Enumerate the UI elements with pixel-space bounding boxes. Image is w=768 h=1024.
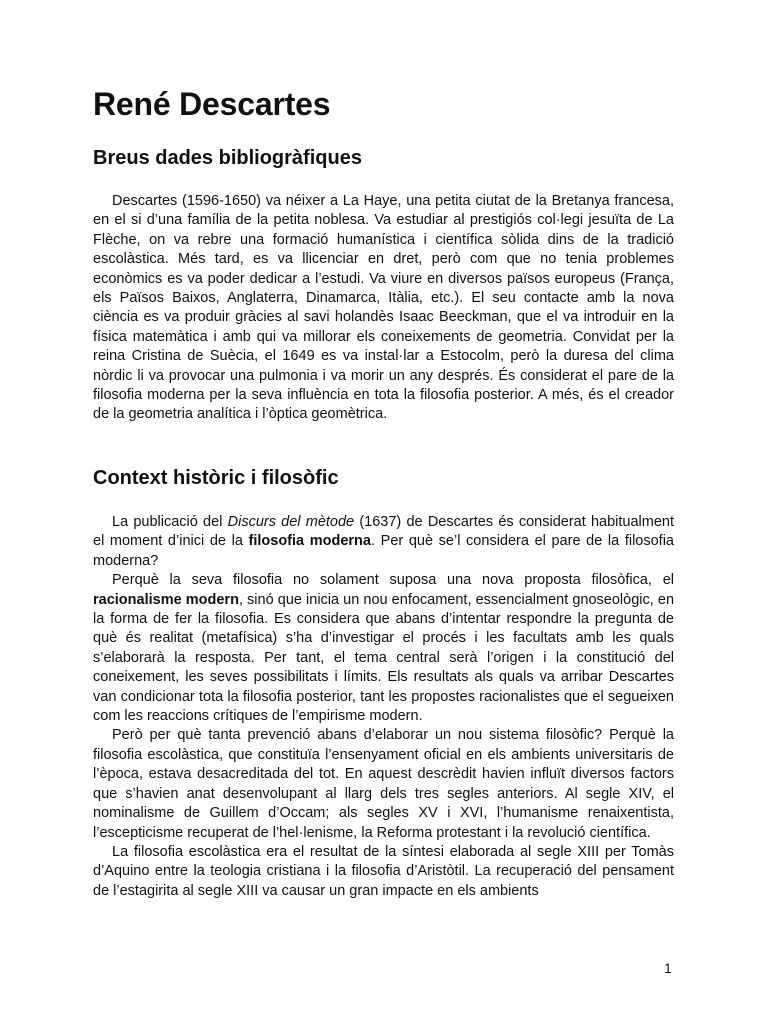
context-paragraph-4: La filosofia escolàstica era el resultat de la síntesi elaborada al segle XIII per Tomàs d’Aquino entre la teologia cristiana i la filosofia d’Aristòtil. La recuperació del pensament de l’estagirita al segle XIII va causar un gran impacte en els ambients	[93, 843, 674, 899]
key-term: filosofia moderna	[248, 533, 371, 550]
book-title: Discurs del mètode	[227, 514, 355, 530]
section-heading-context: Context històric i filosòfic	[93, 467, 339, 489]
text-span: Perquè la seva filosofia no solament suposa una nova proposta filosòfica, el	[112, 572, 674, 589]
context-paragraph-2	[93, 571, 674, 726]
text-span: , sinó que inicia un nou enfocament, essencialment gnoseològic, en la forma de fer la filosofia. Es considera que abans d’intentar respondre la pregunta de què és realitat (metafísica) s’ha d’investigar el procés i les facultats amb les quals s’elaborarà la resposta. Per tant, el tema central serà l’origen i la constitució del coneixement, les seves possibilitats i límits. Els resultats als quals va arribar Descartes van condicionar tota la filosofia posterior, tant les propostes racionalistes que el segueixen com les reaccions crítiques de l’empirisme modern.	[93, 591, 675, 725]
text-span: (1637) de Descartes és considerat habitualment el moment d’inici de la	[93, 514, 674, 550]
text-span: La publicació del	[112, 514, 228, 530]
page-number: 1	[664, 960, 672, 976]
context-paragraph-3: Però per què tanta prevenció abans d’elaborar un nou sistema filosòfic? Perquè la filosofia escolàstica, que constituïa l’ensenyament oficial en els ambients universitaris de l’època, estava desacreditada del tot. En aquest descrèdit havien influït diversos factors que s’havien anat desenvolupant al llarg dels tres segles anteriors. Al segle XIV, el nominalisme de Guillem d’Occam; als segles XV i XVI, l’humanisme renaixentista, l’escepticisme recuperat de l’hel·lenisme, la Reforma protestant i la revolució científica.	[93, 727, 674, 841]
text-span: . Per què se’l considera el pare de la filosofia moderna?	[93, 533, 674, 569]
context-section-body	[93, 513, 674, 901]
page-title: René Descartes	[93, 86, 331, 122]
biography-paragraph: Descartes (1596-1650) va néixer a La Haye, una petita ciutat de la Bretanya francesa, en el si d’una família de la petita noblesa. Va estudiar al prestigiós col·legi jesuïta de La Flèche, on va rebre una formació humanística i científica sòlida dins de la tradició escolàstica. Més tard, es va llicenciar en dret, però com que no tenia problemes econòmics es va poder dedicar a l’estudi. Va viure en diversos països europeus (França, els Països Baixos, Anglaterra, Dinamarca, Itàlia, etc.). El seu contacte amb la nova ciència es va produir gràcies al savi holandès Isaac Beeckman, que el va introduir en la física matemàtica i amb qui va millorar els coneixements de geometria. Convidat per la reina Cristina de Suècia, el 1649 es va instal·lar a Estocolm, però la duresa del clima nòrdic li va provocar una pulmonia i va morir un any després. És considerat el pare de la filosofia moderna per la seva influència en tota la filosofia posterior. A més, és el creador de la geometria analítica i l’òptica geomètrica.	[93, 193, 674, 423]
context-paragraph-1	[93, 513, 674, 571]
key-term: racionalisme modern	[93, 591, 239, 608]
section-heading-biography: Breus dades bibliogràfiques	[93, 147, 362, 169]
